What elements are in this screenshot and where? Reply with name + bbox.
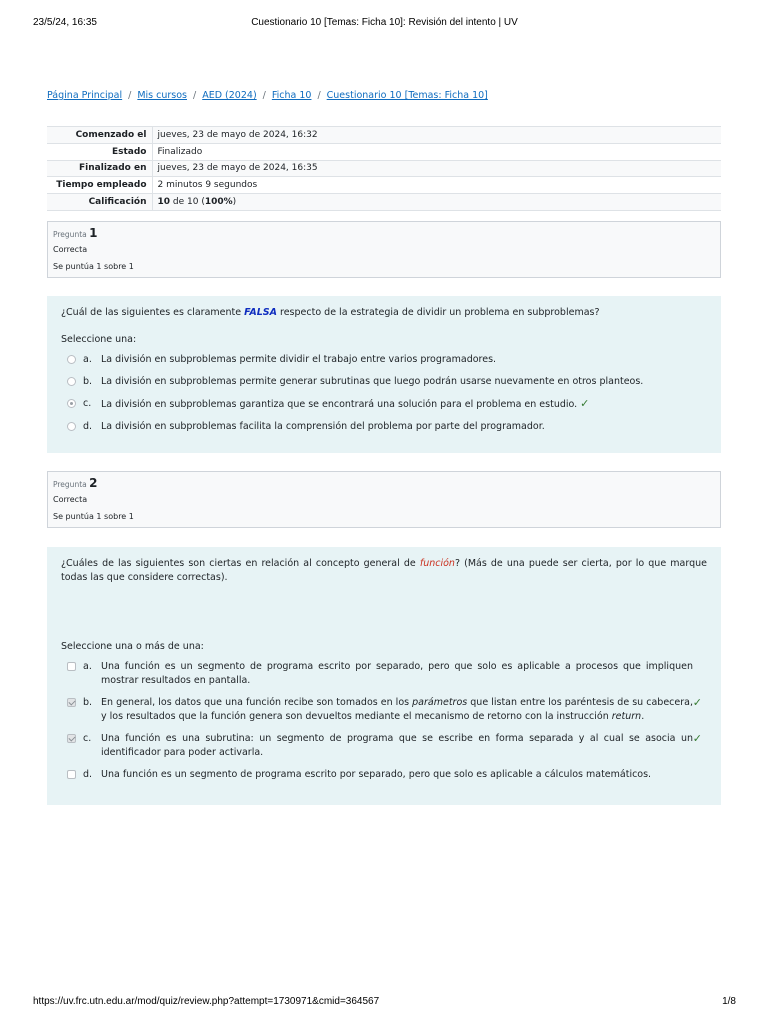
question-text-highlight: función [419, 558, 455, 569]
question-number [53, 476, 715, 490]
radio-button[interactable] [67, 422, 76, 431]
answer-letter: a. [83, 661, 92, 672]
breadcrumb-separator: / [262, 90, 266, 101]
summary-value [152, 194, 721, 211]
checkbox[interactable] [67, 770, 76, 779]
summary-value: Finalizado [157, 146, 203, 157]
answer-option-a[interactable] [61, 353, 707, 367]
question-1-content [47, 296, 721, 453]
question-text [61, 306, 707, 320]
grade-score: 10 [157, 197, 171, 208]
answer-option-c[interactable] [61, 397, 707, 412]
question-text-part: ? (Más de una puede ser cierta, por lo que marque todas las que considere correctas). [61, 558, 707, 583]
correct-check-icon: ✓ [692, 696, 702, 709]
breadcrumb-course-link[interactable]: AED (2024) [202, 90, 257, 101]
radio-button-selected[interactable] [67, 399, 76, 408]
print-header [33, 17, 736, 29]
breadcrumb-separator: / [317, 90, 321, 101]
question-number-value: 2 [89, 476, 98, 490]
answer-text-italic: parámetros [412, 697, 468, 708]
summary-label: Estado [47, 143, 152, 160]
print-date: 23/5/24, 16:35 [33, 17, 97, 28]
answer-text: Una función es un segmento de programa escrito por separado, pero que solo es aplicable a procesos que impliquen mostrar resultados en pantalla. [101, 661, 693, 686]
question-number [53, 226, 715, 240]
breadcrumb [47, 90, 488, 101]
radio-button[interactable] [67, 377, 76, 386]
question-text [61, 557, 707, 585]
answer-text: La división en subproblemas garantiza que se encontrará una solución para el problema en estudio. [101, 399, 578, 410]
question-label: Pregunta [53, 480, 87, 489]
answer-text: La división en subproblemas facilita la comprensión del problema por parte del programador. [101, 421, 545, 432]
answer-text: La división en subproblemas permite generar subrutinas que luego podrán usarse nuevamente en otros planteos. [101, 376, 644, 387]
summary-row-started [47, 127, 721, 144]
answer-text-part: que listan entre los paréntesis de su cabecera, y los resultados que la función genera son devueltos mediante el mecanismo de retorno con la instrucción [101, 697, 693, 722]
summary-value: jueves, 23 de mayo de 2024, 16:35 [157, 163, 318, 174]
answer-text: La división en subproblemas permite dividir el trabajo entre varios programadores. [101, 354, 497, 365]
summary-label: Calificación [47, 194, 152, 211]
breadcrumb-separator: / [128, 90, 132, 101]
answer-prompt: Seleccione una: [61, 334, 137, 345]
answer-option-d[interactable] [61, 420, 707, 434]
breadcrumb-section-link[interactable]: Ficha 10 [271, 90, 312, 101]
checkbox-checked[interactable] [67, 734, 76, 743]
print-title: Cuestionario 10 [Temas: Ficha 10]: Revisión del intento | UV [251, 17, 518, 28]
summary-row-time-taken [47, 177, 721, 194]
summary-label: Tiempo empleado [47, 177, 152, 194]
question-1-info [47, 221, 721, 278]
summary-row-state [47, 143, 721, 160]
question-2-content [47, 547, 721, 805]
question-text-highlight: FALSA [244, 307, 277, 318]
question-text-part: respecto de la estrategia de dividir un problema en subproblemas? [277, 307, 600, 318]
summary-label: Comenzado el [47, 127, 152, 144]
breadcrumb-my-courses-link[interactable]: Mis cursos [137, 90, 188, 101]
answer-option-b[interactable] [61, 375, 707, 389]
question-text-part: ¿Cuáles de las siguientes son ciertas en relación al concepto general de [61, 558, 420, 569]
answer-letter: c. [83, 733, 92, 744]
answer-text-part: En general, los datos que una función recibe son tomados en los [101, 697, 413, 708]
grade-percent: 100% [204, 197, 233, 208]
summary-value: 2 minutos 9 segundos [157, 180, 258, 191]
summary-value: jueves, 23 de mayo de 2024, 16:32 [157, 129, 318, 140]
answer-letter: c. [83, 398, 92, 409]
answer-text: Una función es una subrutina: un segmento de programa que se escribe en forma separada y al cual se asocia un identificador para poder activarla. [101, 733, 693, 758]
correct-check-icon: ✓ [692, 732, 702, 745]
summary-row-grade [47, 194, 721, 211]
print-url: https://uv.frc.utn.edu.ar/mod/quiz/review.php?attempt=1730971&cmid=364567 [33, 996, 380, 1007]
answer-letter: b. [83, 376, 93, 387]
answer-letter: d. [83, 421, 93, 432]
answer-text: Una función es un segmento de programa escrito por separado, pero que solo es aplicable a cálculos matemáticos. [101, 769, 652, 780]
answer-letter: b. [83, 697, 93, 708]
checkbox-checked[interactable] [67, 698, 76, 707]
checkbox[interactable] [67, 662, 76, 671]
correct-check-icon: ✓ [580, 397, 590, 410]
answer-text-part: . [641, 711, 645, 722]
question-state: Correcta [53, 495, 88, 504]
print-page-number: 1/8 [722, 996, 736, 1007]
question-grade: Se puntúa 1 sobre 1 [53, 262, 134, 271]
answer-letter: d. [83, 769, 93, 780]
answer-option-c[interactable] [61, 732, 707, 760]
breadcrumb-separator: / [193, 90, 197, 101]
attempt-summary-table [47, 126, 721, 211]
breadcrumb-home-link[interactable]: Página Principal [47, 90, 123, 101]
radio-button[interactable] [67, 355, 76, 364]
question-2-info [47, 471, 721, 528]
breadcrumb-quiz-link[interactable]: Cuestionario 10 [Temas: Ficha 10] [326, 90, 488, 101]
grade-total: de 10 ( [170, 197, 205, 208]
answer-option-b[interactable] [61, 696, 707, 724]
print-footer [33, 996, 736, 1008]
answer-option-d[interactable] [61, 768, 707, 782]
answer-text-italic: return [611, 711, 642, 722]
summary-label: Finalizado en [47, 160, 152, 177]
question-label: Pregunta [53, 230, 87, 239]
question-state: Correcta [53, 245, 88, 254]
question-grade: Se puntúa 1 sobre 1 [53, 512, 134, 521]
grade-close: ) [232, 197, 237, 208]
answer-prompt: Seleccione una o más de una: [61, 641, 204, 652]
answer-text [101, 697, 693, 722]
answer-letter: a. [83, 354, 92, 365]
question-text-part: ¿Cuál de las siguientes es claramente [61, 307, 245, 318]
answer-option-a[interactable] [61, 660, 707, 688]
question-number-value: 1 [89, 226, 98, 240]
summary-row-finished [47, 160, 721, 177]
